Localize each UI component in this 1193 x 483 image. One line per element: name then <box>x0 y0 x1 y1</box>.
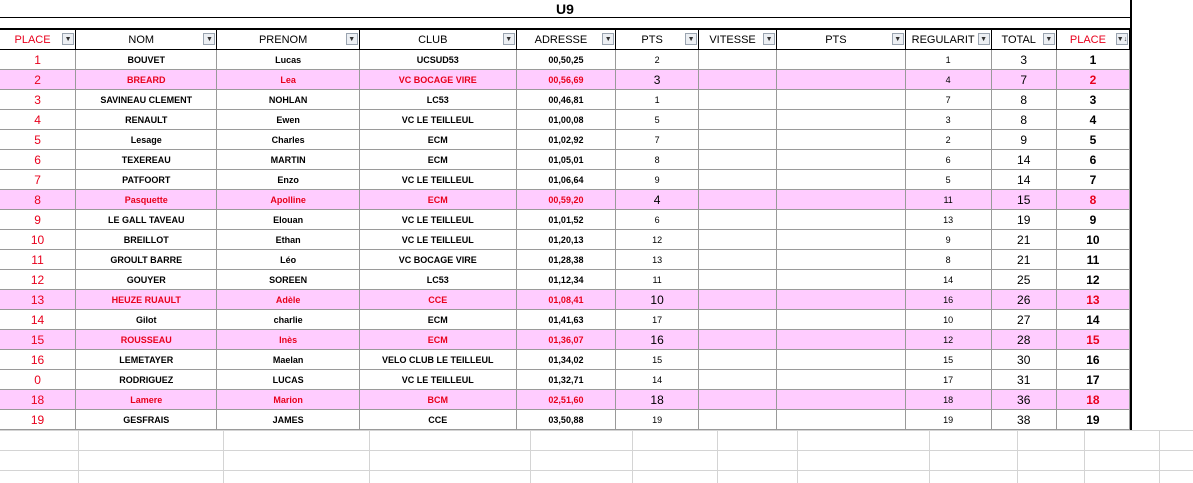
pts-header[interactable] <box>616 30 699 50</box>
regularite-cell[interactable]: 13 <box>906 210 992 230</box>
pts2-cell[interactable] <box>777 110 906 130</box>
regularite-cell[interactable]: 5 <box>906 170 992 190</box>
header-label: TOTAL <box>1001 34 1036 46</box>
pts2-cell[interactable] <box>777 370 906 390</box>
header-label: NOM <box>128 34 155 46</box>
club-cell[interactable]: LC53 <box>360 90 517 110</box>
vitesse-cell[interactable] <box>699 170 777 190</box>
club-cell[interactable]: VC LE TEILLEUL <box>360 170 517 190</box>
grid-line <box>78 430 79 483</box>
nom-cell[interactable]: BREILLOT <box>76 230 217 250</box>
filter-dropdown-icon[interactable]: ▼ <box>892 33 904 45</box>
nom-header[interactable] <box>76 30 217 50</box>
total-cell[interactable]: 8 <box>992 110 1057 130</box>
nom-cell[interactable]: BOUVET <box>76 50 217 70</box>
place2-cell[interactable]: 7 <box>1057 170 1130 190</box>
header-label: VITESSE <box>709 34 756 46</box>
prenom-cell[interactable]: Léo <box>217 250 359 270</box>
table-row <box>0 230 1132 250</box>
place2-cell[interactable]: 8 <box>1057 190 1130 210</box>
grid-line <box>0 470 1193 471</box>
table-row <box>0 290 1132 310</box>
nom-cell[interactable]: Gilot <box>76 310 217 330</box>
header-label: PLACE <box>1069 34 1106 46</box>
adresse-cell[interactable]: 01,32,71 <box>517 370 616 390</box>
place2-cell[interactable]: 2 <box>1057 70 1130 90</box>
pts2-cell[interactable] <box>777 270 906 290</box>
place2-cell[interactable]: 18 <box>1057 390 1130 410</box>
place2-cell[interactable]: 12 <box>1057 270 1130 290</box>
adresse-header[interactable] <box>517 30 616 50</box>
table-row <box>0 130 1132 150</box>
adresse-cell[interactable]: 02,51,60 <box>517 390 616 410</box>
place-cell[interactable]: 8 <box>0 190 76 210</box>
vitesse-cell[interactable] <box>699 290 777 310</box>
regularite-cell[interactable]: 18 <box>906 390 992 410</box>
pts2-cell[interactable] <box>777 250 906 270</box>
prenom-cell[interactable]: Charles <box>217 130 359 150</box>
total-cell[interactable]: 14 <box>992 170 1057 190</box>
vitesse-cell[interactable] <box>699 230 777 250</box>
place-cell[interactable]: 6 <box>0 150 76 170</box>
club-cell[interactable]: ECM <box>360 310 517 330</box>
pts-cell[interactable]: 2 <box>616 50 699 70</box>
place-cell[interactable]: 19 <box>0 410 76 430</box>
vitesse-cell[interactable] <box>699 110 777 130</box>
total-cell[interactable]: 38 <box>992 410 1057 430</box>
vitesse-cell[interactable] <box>699 150 777 170</box>
place2-cell[interactable]: 19 <box>1057 410 1130 430</box>
pts-cell[interactable]: 10 <box>616 290 699 310</box>
table-row <box>0 370 1132 390</box>
pts-cell[interactable]: 5 <box>616 110 699 130</box>
prenom-cell[interactable]: Apolline <box>217 190 359 210</box>
pts-cell[interactable]: 1 <box>616 90 699 110</box>
regularite-cell[interactable]: 11 <box>906 190 992 210</box>
vitesse-cell[interactable] <box>699 50 777 70</box>
club-cell[interactable]: VC BOCAGE VIRE <box>360 70 517 90</box>
table-row <box>0 210 1132 230</box>
table-row <box>0 410 1132 430</box>
adresse-cell[interactable]: 00,46,81 <box>517 90 616 110</box>
pts2-cell[interactable] <box>777 230 906 250</box>
pts-cell[interactable]: 18 <box>616 390 699 410</box>
nom-cell[interactable]: Lesage <box>76 130 217 150</box>
pts2-cell[interactable] <box>777 190 906 210</box>
vitesse-cell[interactable] <box>699 350 777 370</box>
nom-cell[interactable]: Lamere <box>76 390 217 410</box>
prenom-cell[interactable]: JAMES <box>217 410 359 430</box>
pts2-cell[interactable] <box>777 70 906 90</box>
club-cell[interactable]: BCM <box>360 390 517 410</box>
nom-cell[interactable]: GROULT BARRE <box>76 250 217 270</box>
club-cell[interactable]: ECM <box>360 330 517 350</box>
pts-cell[interactable]: 14 <box>616 370 699 390</box>
filter-dropdown-icon[interactable]: ▼ <box>602 33 614 45</box>
place2-cell[interactable]: 4 <box>1057 110 1130 130</box>
regularite-header[interactable] <box>906 30 992 50</box>
regularite-cell[interactable]: 4 <box>906 70 992 90</box>
prenom-cell[interactable]: Lea <box>217 70 359 90</box>
total-cell[interactable]: 8 <box>992 90 1057 110</box>
club-cell[interactable]: VC LE TEILLEUL <box>360 230 517 250</box>
nom-cell[interactable]: RODRIGUEZ <box>76 370 217 390</box>
regularite-cell[interactable]: 14 <box>906 270 992 290</box>
total-cell[interactable]: 31 <box>992 370 1057 390</box>
regularite-cell[interactable]: 17 <box>906 370 992 390</box>
vitesse-cell[interactable] <box>699 270 777 290</box>
total-cell[interactable]: 21 <box>992 230 1057 250</box>
total-cell[interactable]: 36 <box>992 390 1057 410</box>
pts2-cell[interactable] <box>777 130 906 150</box>
place-header[interactable] <box>0 30 76 50</box>
pts-cell[interactable]: 11 <box>616 270 699 290</box>
place2-cell[interactable]: 15 <box>1057 330 1130 350</box>
table-row <box>0 50 1132 70</box>
place-cell[interactable]: 11 <box>0 250 76 270</box>
table-row <box>0 270 1132 290</box>
grid-line <box>530 430 531 483</box>
prenom-cell[interactable]: LUCAS <box>217 370 359 390</box>
vitesse-cell[interactable] <box>699 410 777 430</box>
prenom-cell[interactable]: Elouan <box>217 210 359 230</box>
pts-cell[interactable]: 15 <box>616 350 699 370</box>
prenom-cell[interactable]: Enzo <box>217 170 359 190</box>
adresse-cell[interactable]: 01,28,38 <box>517 250 616 270</box>
place2-cell[interactable]: 9 <box>1057 210 1130 230</box>
place2-cell[interactable]: 10 <box>1057 230 1130 250</box>
nom-cell[interactable]: PATFOORT <box>76 170 217 190</box>
adresse-cell[interactable]: 01,08,41 <box>517 290 616 310</box>
adresse-cell[interactable]: 01,00,08 <box>517 110 616 130</box>
filter-dropdown-icon[interactable]: ▼ <box>203 33 215 45</box>
vitesse-cell[interactable] <box>699 190 777 210</box>
pts-cell[interactable]: 9 <box>616 170 699 190</box>
header-label: PLACE <box>14 34 51 46</box>
total-cell[interactable]: 27 <box>992 310 1057 330</box>
sheet-title[interactable]: U9 <box>0 0 1132 18</box>
grid-line <box>717 430 718 483</box>
club-cell[interactable]: VC BOCAGE VIRE <box>360 250 517 270</box>
nom-cell[interactable]: GOUYER <box>76 270 217 290</box>
table-row <box>0 170 1132 190</box>
club-cell[interactable]: ECM <box>360 190 517 210</box>
place2-cell[interactable]: 3 <box>1057 90 1130 110</box>
filter-dropdown-icon[interactable]: ▼ <box>503 33 515 45</box>
place-cell[interactable]: 15 <box>0 330 76 350</box>
grid-line <box>369 430 370 483</box>
header-row <box>0 30 1132 50</box>
vitesse-header[interactable] <box>699 30 777 50</box>
pts-cell[interactable]: 17 <box>616 310 699 330</box>
place-cell[interactable]: 10 <box>0 230 76 250</box>
empty-cells[interactable] <box>0 430 1193 483</box>
nom-cell[interactable]: SAVINEAU CLEMENT <box>76 90 217 110</box>
vitesse-cell[interactable] <box>699 330 777 350</box>
prenom-cell[interactable]: MARTIN <box>217 150 359 170</box>
total-header[interactable] <box>992 30 1057 50</box>
place2-cell[interactable]: 6 <box>1057 150 1130 170</box>
table-row <box>0 150 1132 170</box>
total-cell[interactable]: 7 <box>992 70 1057 90</box>
pts-cell[interactable]: 3 <box>616 70 699 90</box>
club-cell[interactable]: ECM <box>360 150 517 170</box>
place-cell[interactable]: 3 <box>0 90 76 110</box>
header-label: PTS <box>825 34 847 46</box>
nom-cell[interactable]: LEMETAYER <box>76 350 217 370</box>
place-cell[interactable]: 2 <box>0 70 76 90</box>
total-cell[interactable]: 26 <box>992 290 1057 310</box>
total-cell[interactable]: 19 <box>992 210 1057 230</box>
nom-cell[interactable]: HEUZE RUAULT <box>76 290 217 310</box>
grid-line <box>0 430 1193 431</box>
total-cell[interactable]: 25 <box>992 270 1057 290</box>
header-label: REGULARIT <box>911 34 975 46</box>
spacer-row[interactable] <box>0 18 1132 30</box>
pts-cell[interactable]: 7 <box>616 130 699 150</box>
nom-cell[interactable]: TEXEREAU <box>76 150 217 170</box>
regularite-cell[interactable]: 16 <box>906 290 992 310</box>
total-cell[interactable]: 14 <box>992 150 1057 170</box>
nom-cell[interactable]: Pasquette <box>76 190 217 210</box>
filter-dropdown-icon[interactable]: ▼ <box>346 33 358 45</box>
place2-cell[interactable]: 17 <box>1057 370 1130 390</box>
regularite-cell[interactable]: 12 <box>906 330 992 350</box>
pts2-cell[interactable] <box>777 90 906 110</box>
vitesse-cell[interactable] <box>699 370 777 390</box>
pts2-cell[interactable] <box>777 170 906 190</box>
grid-line <box>632 430 633 483</box>
place2-cell[interactable]: 16 <box>1057 350 1130 370</box>
nom-cell[interactable]: GESFRAIS <box>76 410 217 430</box>
pts-cell[interactable]: 8 <box>616 150 699 170</box>
prenom-cell[interactable]: Adèle <box>217 290 359 310</box>
regularite-cell[interactable]: 8 <box>906 250 992 270</box>
regularite-cell[interactable]: 1 <box>906 50 992 70</box>
grid-line <box>0 450 1193 451</box>
adresse-cell[interactable]: 01,12,34 <box>517 270 616 290</box>
grid-line <box>223 430 224 483</box>
total-cell[interactable]: 15 <box>992 190 1057 210</box>
regularite-cell[interactable]: 3 <box>906 110 992 130</box>
pts2-cell[interactable] <box>777 390 906 410</box>
adresse-cell[interactable]: 00,50,25 <box>517 50 616 70</box>
grid-line <box>1084 430 1085 483</box>
place-cell[interactable]: 1 <box>0 50 76 70</box>
filter-dropdown-icon[interactable]: ▼ <box>763 33 775 45</box>
club-cell[interactable]: VC LE TEILLEUL <box>360 110 517 130</box>
filter-dropdown-icon[interactable]: ▼ <box>1043 33 1055 45</box>
place-cell[interactable]: 0 <box>0 370 76 390</box>
pts-cell[interactable]: 13 <box>616 250 699 270</box>
prenom-cell[interactable]: charlie <box>217 310 359 330</box>
prenom-cell[interactable]: Ewen <box>217 110 359 130</box>
place2-cell[interactable]: 14 <box>1057 310 1130 330</box>
place-cell[interactable]: 13 <box>0 290 76 310</box>
regularite-cell[interactable]: 15 <box>906 350 992 370</box>
club-cell[interactable]: LC53 <box>360 270 517 290</box>
vitesse-cell[interactable] <box>699 90 777 110</box>
prenom-cell[interactable]: Inès <box>217 330 359 350</box>
pts2-cell[interactable] <box>777 290 906 310</box>
pts2-cell[interactable] <box>777 410 906 430</box>
total-cell[interactable]: 21 <box>992 250 1057 270</box>
pts-cell[interactable]: 12 <box>616 230 699 250</box>
adresse-cell[interactable]: 01,02,92 <box>517 130 616 150</box>
adresse-cell[interactable]: 01,05,01 <box>517 150 616 170</box>
club-cell[interactable]: VELO CLUB LE TEILLEUL <box>360 350 517 370</box>
club-header[interactable] <box>360 30 517 50</box>
club-cell[interactable]: CCE <box>360 290 517 310</box>
header-label: ADRESSE <box>534 34 588 46</box>
pts2-cell[interactable] <box>777 50 906 70</box>
place2-cell[interactable]: 5 <box>1057 130 1130 150</box>
table-row <box>0 310 1132 330</box>
vitesse-cell[interactable] <box>699 130 777 150</box>
place-cell[interactable]: 12 <box>0 270 76 290</box>
table-row <box>0 110 1132 130</box>
adresse-cell[interactable]: 01,20,13 <box>517 230 616 250</box>
adresse-cell[interactable]: 01,41,63 <box>517 310 616 330</box>
pts2-header[interactable] <box>777 30 906 50</box>
total-cell[interactable]: 9 <box>992 130 1057 150</box>
prenom-cell[interactable]: Marion <box>217 390 359 410</box>
adresse-cell[interactable]: 01,36,07 <box>517 330 616 350</box>
regularite-cell[interactable]: 10 <box>906 310 992 330</box>
adresse-cell[interactable]: 01,34,02 <box>517 350 616 370</box>
vitesse-cell[interactable] <box>699 390 777 410</box>
place-cell[interactable]: 9 <box>0 210 76 230</box>
pts-cell[interactable]: 19 <box>616 410 699 430</box>
vitesse-cell[interactable] <box>699 70 777 90</box>
vitesse-cell[interactable] <box>699 250 777 270</box>
table-row <box>0 250 1132 270</box>
prenom-cell[interactable]: Maelan <box>217 350 359 370</box>
club-cell[interactable]: ECM <box>360 130 517 150</box>
grid-line <box>1017 430 1018 483</box>
adresse-cell[interactable]: 00,59,20 <box>517 190 616 210</box>
pts2-cell[interactable] <box>777 210 906 230</box>
club-cell[interactable]: VC LE TEILLEUL <box>360 210 517 230</box>
header-label: CLUB <box>418 34 448 46</box>
adresse-cell[interactable]: 01,06,64 <box>517 170 616 190</box>
grid-line <box>929 430 930 483</box>
club-cell[interactable]: UCSUD53 <box>360 50 517 70</box>
pts-cell[interactable]: 4 <box>616 190 699 210</box>
adresse-cell[interactable]: 00,56,69 <box>517 70 616 90</box>
place2-cell[interactable]: 11 <box>1057 250 1130 270</box>
regularite-cell[interactable]: 2 <box>906 130 992 150</box>
place-cell[interactable]: 14 <box>0 310 76 330</box>
club-cell[interactable]: CCE <box>360 410 517 430</box>
header-label: PTS <box>641 34 663 46</box>
prenom-header[interactable] <box>217 30 359 50</box>
prenom-cell[interactable]: Lucas <box>217 50 359 70</box>
place2-cell[interactable]: 1 <box>1057 50 1130 70</box>
club-cell[interactable]: VC LE TEILLEUL <box>360 370 517 390</box>
nom-cell[interactable]: RENAULT <box>76 110 217 130</box>
vitesse-cell[interactable] <box>699 210 777 230</box>
pts2-cell[interactable] <box>777 350 906 370</box>
prenom-cell[interactable]: Ethan <box>217 230 359 250</box>
regularite-cell[interactable]: 19 <box>906 410 992 430</box>
table-row <box>0 350 1132 370</box>
filter-dropdown-icon[interactable]: ▼ <box>978 33 990 45</box>
nom-cell[interactable]: ROUSSEAU <box>76 330 217 350</box>
prenom-cell[interactable]: SOREEN <box>217 270 359 290</box>
regularite-cell[interactable]: 7 <box>906 90 992 110</box>
place-cell[interactable]: 5 <box>0 130 76 150</box>
regularite-cell[interactable]: 9 <box>906 230 992 250</box>
pts-cell[interactable]: 6 <box>616 210 699 230</box>
place-cell[interactable]: 7 <box>0 170 76 190</box>
pts-cell[interactable]: 16 <box>616 330 699 350</box>
table-row <box>0 190 1132 210</box>
pts2-cell[interactable] <box>777 310 906 330</box>
filter-dropdown-icon[interactable]: ▼↓ <box>1116 33 1128 45</box>
table-row <box>0 90 1132 110</box>
total-cell[interactable]: 28 <box>992 330 1057 350</box>
nom-cell[interactable]: LE GALL TAVEAU <box>76 210 217 230</box>
place-cell[interactable]: 4 <box>0 110 76 130</box>
pts2-cell[interactable] <box>777 150 906 170</box>
place-cell[interactable]: 18 <box>0 390 76 410</box>
table-row <box>0 390 1132 410</box>
adresse-cell[interactable]: 01,01,52 <box>517 210 616 230</box>
total-cell[interactable]: 3 <box>992 50 1057 70</box>
total-cell[interactable]: 30 <box>992 350 1057 370</box>
vitesse-cell[interactable] <box>699 310 777 330</box>
table-row <box>0 330 1132 350</box>
filter-dropdown-icon[interactable]: ▼ <box>685 33 697 45</box>
filter-dropdown-icon[interactable]: ▼ <box>62 33 74 45</box>
nom-cell[interactable]: BREARD <box>76 70 217 90</box>
place2-cell[interactable]: 13 <box>1057 290 1130 310</box>
grid-line <box>1159 430 1160 483</box>
grid-line <box>797 430 798 483</box>
adresse-cell[interactable]: 03,50,88 <box>517 410 616 430</box>
prenom-cell[interactable]: NOHLAN <box>217 90 359 110</box>
header-label: PRENOM <box>258 34 308 46</box>
pts2-cell[interactable] <box>777 330 906 350</box>
place-cell[interactable]: 16 <box>0 350 76 370</box>
regularite-cell[interactable]: 6 <box>906 150 992 170</box>
place2-header[interactable] <box>1057 30 1130 50</box>
table-row <box>0 70 1132 90</box>
